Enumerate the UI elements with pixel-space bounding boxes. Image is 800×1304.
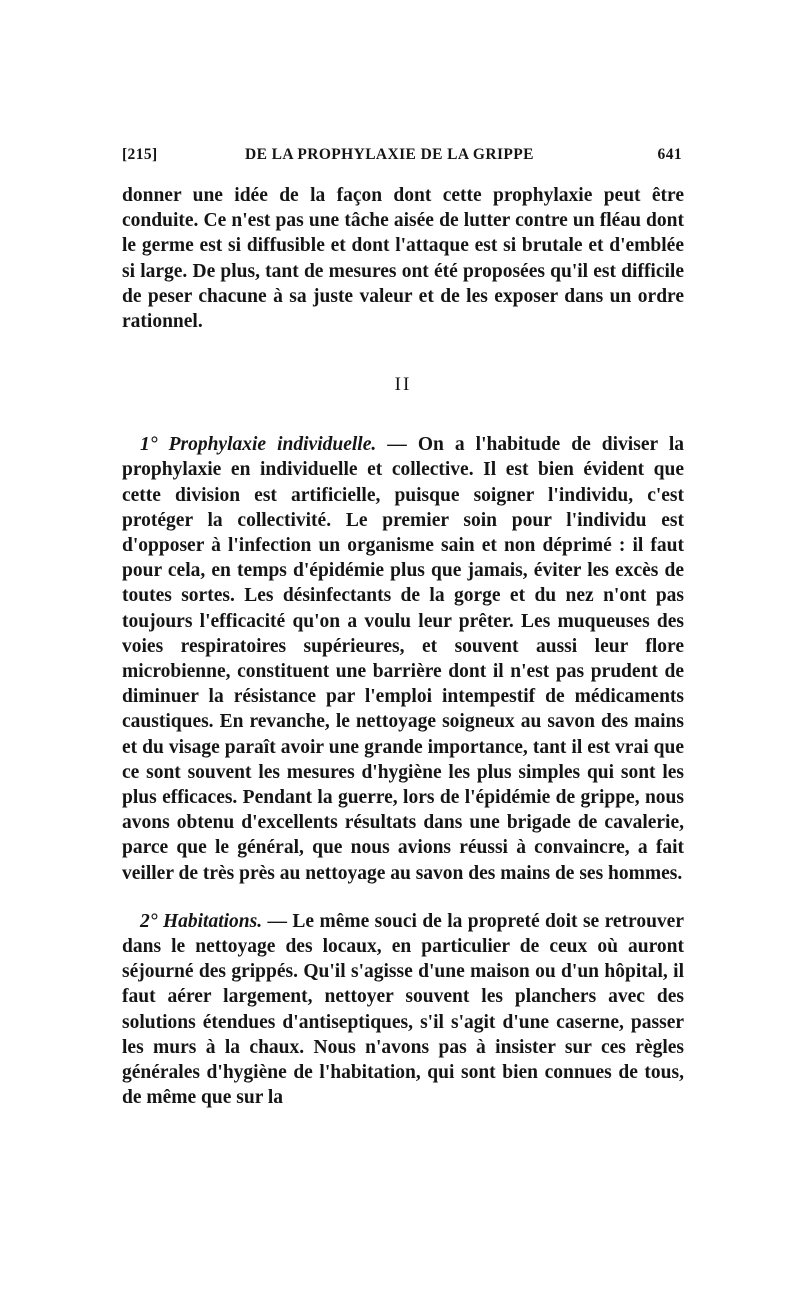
running-title: DE LA PROPHYLAXIE DE LA GRIPPE [245,146,534,163]
paragraph-housing [122,909,684,1111]
running-header [122,146,684,170]
section-heading: II [394,374,412,396]
paragraph-body: — On a l'habitude de diviser la prophylaxie en individuelle et collective. Il est bien évident que cette division est artificielle, puisque soigner l'individu, c'est protéger la collectivité. Le premier soin pour l'individu est d'opposer à l'infection un organisme sain et non déprimé : il faut pour cela, en temps d'épidémie plus que jamais, éviter les excès de toutes sortes. Les désinfectants de la gorge et du nez n'ont pas toujours l'efficacité qu'on a voulu leur prêter. Les muqueuses des voies respiratoires supérieures, et souvent aussi leur flore microbienne, constituent une barrière dont il n'est pas prudent de diminuer la résistance par l'emploi intempestif de médicaments caustiques. En revanche, le nettoyage soigneux au savon des mains et du visage paraît avoir une grande importance, tant il est vrai que ce sont souvent les mesures d'hygiène les plus simples qui sont les plus efficaces. Pendant la guerre, lors de l'épidémie de grippe, nous avons obtenu d'excellents résultats dans une brigade de cavalerie, parce que le général, que nous avions réussi à convaincre, a fait veiller de très près au nettoyage au savon des mains de ses hommes. [122,434,684,884]
page-number: 641 [657,146,682,163]
book-page [122,146,684,1111]
paragraph-intro: donner une idée de la façon dont cette prophylaxie peut être conduite. Ce n'est pas une tâche aisée de lutter contre un fléau dont le germe est si diffusible et dont l'attaque est si brutale et d'emblée si large. De plus, tant de mesures ont été proposées qu'il est difficile de peser chacune à sa juste valeur et de les exposer dans un ordre rationnel. [122,185,684,333]
paragraph-run-in-heading: 2° Habitations. [140,910,263,932]
paragraph-body: — Le même souci de la propreté doit se retrouver dans le nettoyage des locaux, en particulier de ceux où auront séjourné des grippés. Qu'il s'agisse d'une maison ou d'un hôpital, il faut aérer largement, nettoyer souvent les planchers avec des solutions étendues d'antiseptiques, s'il s'agit d'une caserne, passer les murs à la chaux. Nous n'avons pas à insister sur ces règles générales d'hygiène de l'habitation, qui sont bien connues de tous, de même que sur la [122,910,684,1109]
paragraph-individual-prophylaxis [122,432,684,886]
paragraph-run-in-heading: 1° Prophylaxie individuelle. [140,434,377,456]
page-reference: [215] [122,146,158,163]
